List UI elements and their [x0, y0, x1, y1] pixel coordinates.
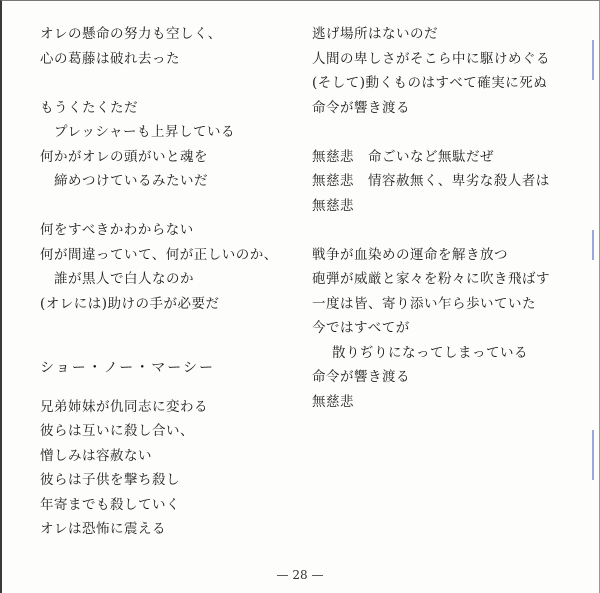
margin-mark [592, 430, 594, 480]
lyric-line: 彼らは互いに殺し合い、 [40, 423, 194, 439]
lyric-line: 砲弾が威厳と家々を粉々に吹き飛ばす [312, 271, 550, 287]
lyric-line: 逃げ場所はないのだ [312, 26, 438, 42]
lyric-line: 何かがオレの頭がいと魂を [40, 148, 208, 165]
lyric-line: 人間の卑しさがそこら中に駆けめぐる [312, 50, 550, 67]
page-number: — 28 — [276, 568, 324, 582]
lyric-line: 戦争が血染めの運命を解き放つ [312, 246, 508, 263]
lyric-line: 彼らは子供を撃ち殺し [40, 472, 180, 488]
lyric-line: 散りぢりになってしまっている [332, 344, 528, 361]
lyric-line: 無慈悲 [312, 393, 354, 410]
left-column [40, 22, 290, 542]
song-title: ショー・ノー・マーシー [40, 359, 216, 376]
lyric-line: 無慈悲 情容赦無く、卑劣な殺人者は [312, 173, 550, 189]
lyric-line: オレの懸命の努力も空しく、 [40, 26, 222, 42]
lyric-line: プレッシャーも上昇している [54, 124, 236, 140]
lyric-line: 今ではすべてが [312, 320, 410, 336]
lyric-line: もうくたくただ [40, 99, 138, 116]
lyric-line: 命令が響き渡る [312, 99, 410, 116]
lyric-line: 兄弟姉妹が仇同志に変わる [40, 398, 208, 415]
lyric-line: 無慈悲 [312, 197, 354, 214]
lyric-line: (そして)動くものはすべて確実に死ぬ [312, 75, 548, 91]
lyric-line: 何が間違っていて、何が正しいのか、 [40, 246, 278, 263]
lyric-line: 心の葛藤は破れ去った [40, 50, 180, 67]
margin-mark [592, 40, 594, 80]
lyric-line: 締めつけているみたいだ [54, 173, 208, 189]
lyric-line: 一度は皆、寄り添い乍ら歩いていた [312, 295, 536, 312]
lyric-line: 命令が響き渡る [312, 369, 410, 385]
margin-mark [592, 230, 594, 260]
lyric-line: 何をすべきかわからない [40, 222, 194, 238]
lyric-line: 年寄までも殺していく [40, 496, 180, 513]
lyric-line: 無慈悲 命ごいなど無駄だぜ [312, 148, 494, 165]
right-column [312, 22, 572, 414]
lyric-line: 憎しみは容赦ない [40, 447, 152, 464]
lyric-line: 誰が黒人で白人なのか [54, 271, 194, 287]
lyric-line: (オレには)助けの手が必要だ [40, 295, 220, 312]
lyric-line: オレは恐怖に震える [40, 521, 166, 537]
